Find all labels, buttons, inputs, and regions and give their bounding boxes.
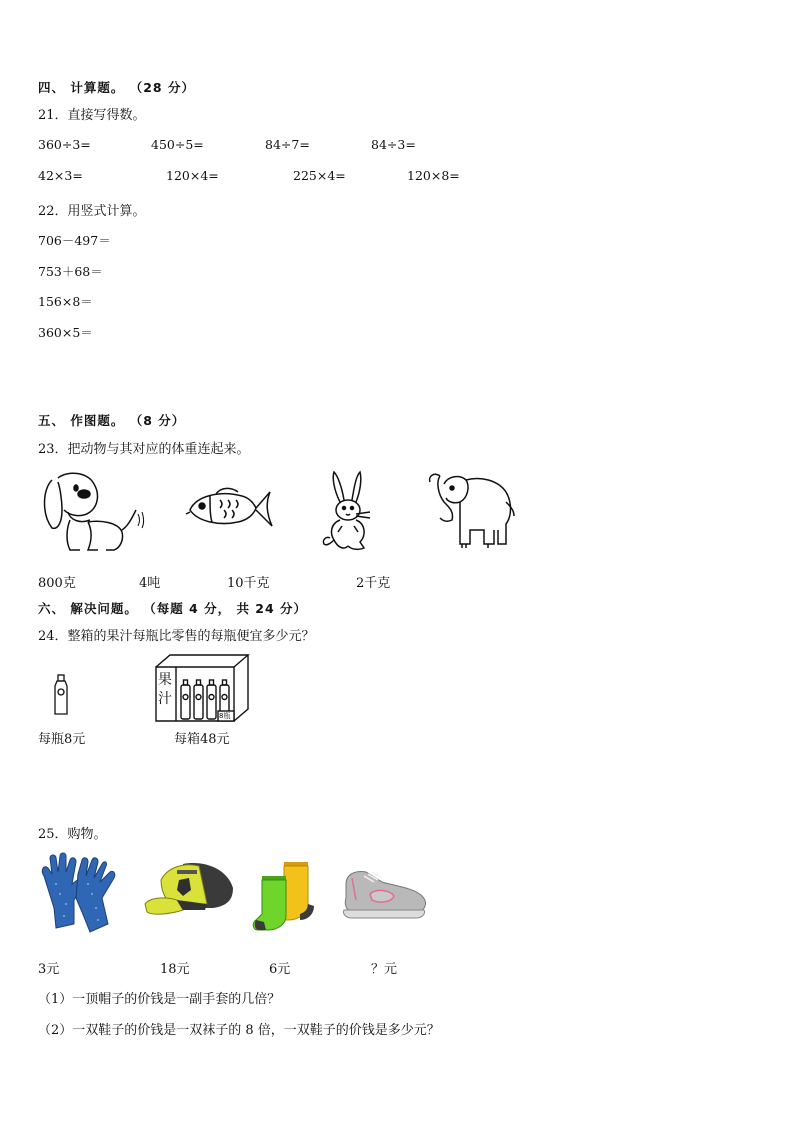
- vertical-calc-item: 360×5＝: [38, 325, 93, 340]
- rabbit-illustration: [320, 470, 380, 555]
- price-per-bottle: 每瓶8元: [38, 732, 86, 747]
- section-5-title: 五、 作图题。 （8 分）: [38, 413, 186, 428]
- question-25-prompt: 25．购物。: [38, 827, 107, 842]
- juice-box-label: 果: [158, 672, 172, 688]
- weight-option: 800克: [38, 576, 76, 591]
- section-4-title: 四、 计算题。 （28 分）: [38, 80, 195, 95]
- weight-option: 10千克: [227, 576, 270, 591]
- question-21-prompt: 21．直接写得数。: [38, 108, 146, 123]
- section-6-title: 六、 解决问题。 （每题 4 分， 共 24 分）: [38, 601, 308, 616]
- dog-illustration: [40, 470, 145, 555]
- math-item: 120×8=: [407, 168, 460, 183]
- juice-box-count: 8瓶: [219, 712, 231, 720]
- question-23-prompt: 23．把动物与其对应的体重连起来。: [38, 442, 250, 457]
- socks-illustration: [252, 858, 324, 934]
- fish-illustration: [186, 486, 276, 531]
- math-item: 84÷3=: [371, 137, 416, 152]
- price-socks: 6元: [269, 962, 291, 977]
- price-per-box: 每箱48元: [174, 732, 230, 747]
- math-item: 84÷7=: [265, 137, 310, 152]
- question-25-sub-2: （2）一双鞋子的价钱是一双袜子的 8 倍，一双鞋子的价钱是多少元？: [38, 1023, 440, 1038]
- elephant-illustration: [424, 472, 516, 552]
- shoe-illustration: [342, 868, 428, 920]
- price-gloves: 3元: [38, 962, 60, 977]
- gloves-illustration: [38, 854, 126, 940]
- price-shoes: ？元: [371, 962, 398, 977]
- question-25-sub-1: （1）一顶帽子的价钱是一副手套的几倍？: [38, 992, 281, 1007]
- math-item: 450÷5=: [151, 137, 204, 152]
- price-cap: 18元: [160, 962, 190, 977]
- weight-option: 2千克: [356, 576, 391, 591]
- vertical-calc-item: 706－497＝: [38, 233, 111, 248]
- vertical-calc-item: 753＋68＝: [38, 264, 103, 279]
- juice-box-label: 汁: [158, 691, 172, 707]
- question-24-prompt: 24．整箱的果汁每瓶比零售的每瓶便宜多少元？: [38, 629, 315, 644]
- math-item: 225×4=: [293, 168, 346, 183]
- math-item: 120×4=: [166, 168, 219, 183]
- math-item: 42×3=: [38, 168, 83, 183]
- cap-illustration: [143, 860, 235, 920]
- vertical-calc-item: 156×8＝: [38, 294, 93, 309]
- weight-option: 4吨: [139, 576, 161, 591]
- bottle-icon: [52, 674, 70, 716]
- question-22-prompt: 22．用竖式计算。: [38, 204, 146, 219]
- math-item: 360÷3=: [38, 137, 91, 152]
